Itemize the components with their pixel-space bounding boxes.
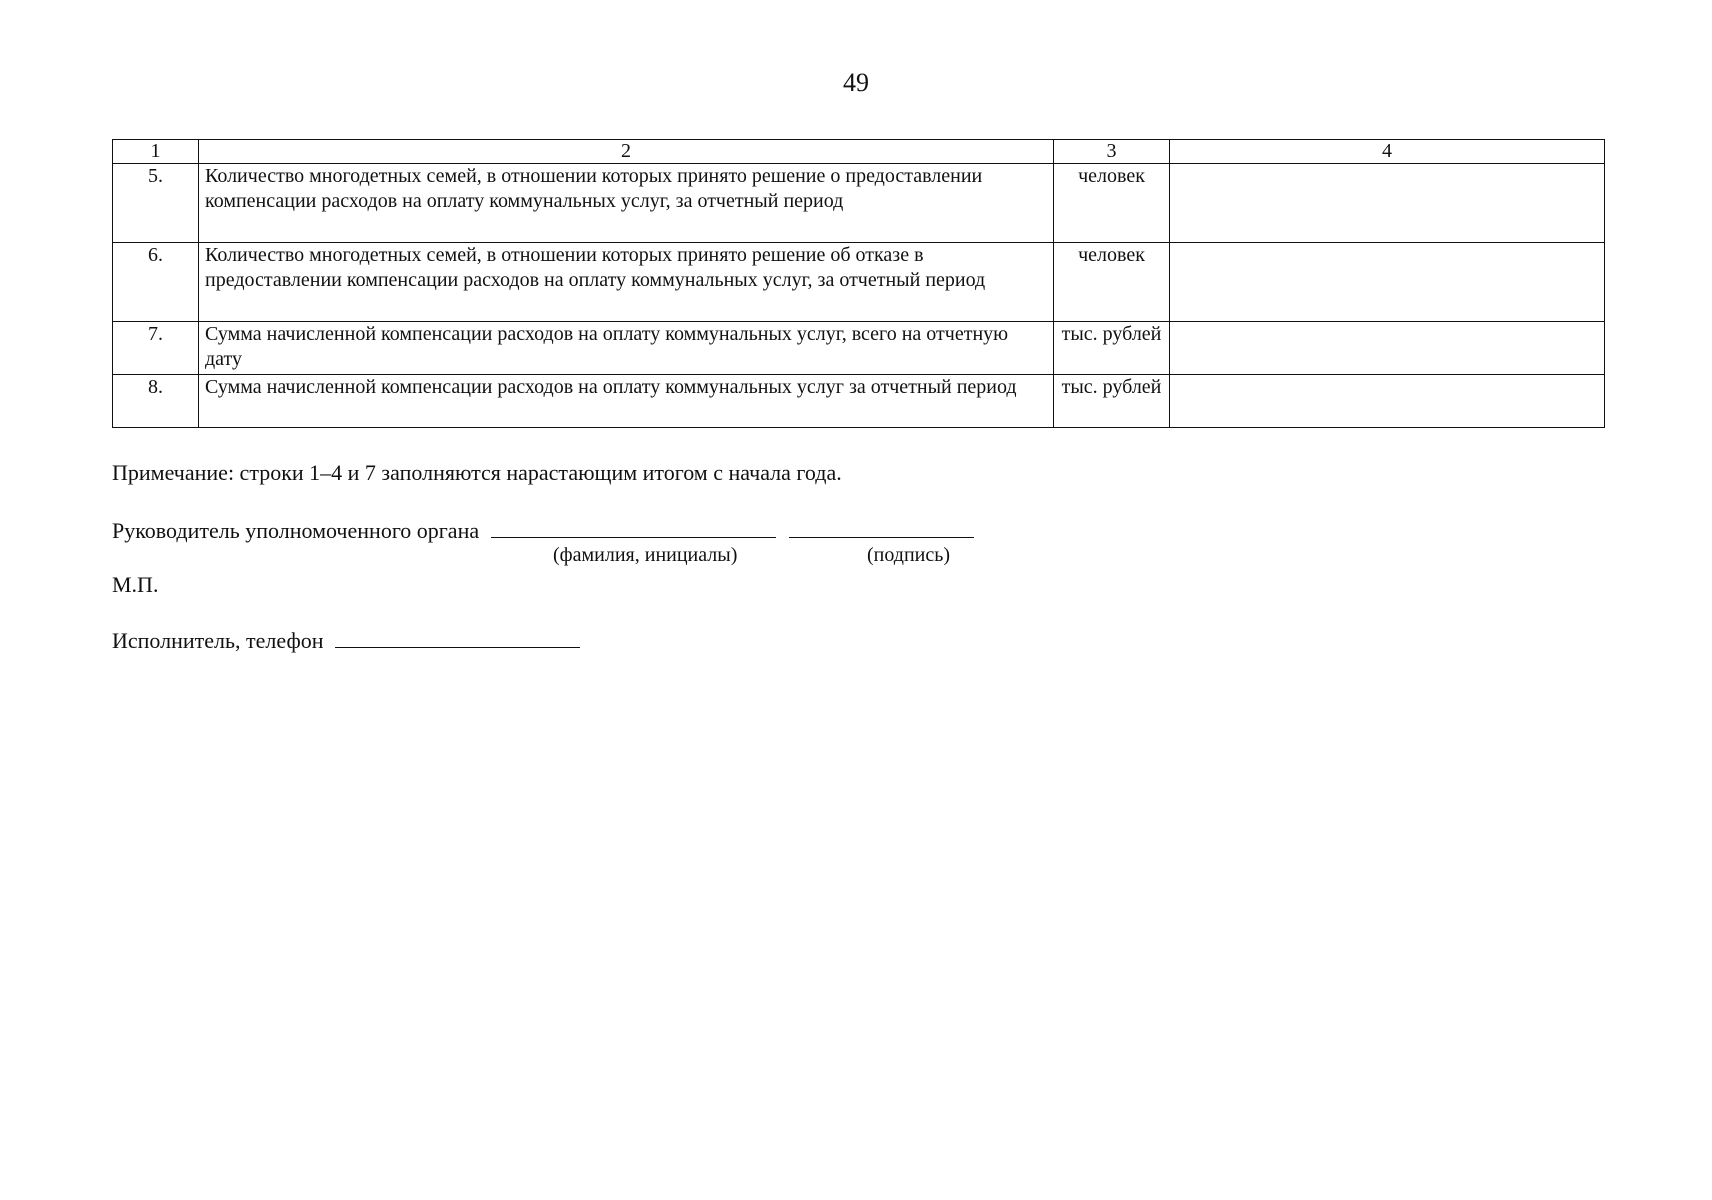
phone-blank-line[interactable]: [335, 627, 580, 648]
row-number: 7.: [113, 322, 199, 375]
row-value-cell[interactable]: [1170, 164, 1605, 243]
header-col-3: 3: [1054, 140, 1170, 164]
table-row: [113, 164, 1605, 243]
row-description: Количество многодетных семей, в отношении которых принято решение об отказе в предоставлении компенсации расходов на оплату коммунальных услуг, за отчетный период: [199, 243, 1054, 322]
table-row: [113, 322, 1605, 375]
row-value-cell[interactable]: [1170, 322, 1605, 375]
note-text: Примечание: строки 1–4 и 7 заполняются нарастающим итогом с начала года.: [112, 460, 842, 485]
header-col-1: 1: [113, 140, 199, 164]
row-unit: тыс. рублей: [1054, 322, 1170, 375]
signature-blank-line[interactable]: [789, 517, 974, 538]
row-number: 5.: [113, 164, 199, 243]
signer-line: [112, 517, 974, 544]
name-blank-line[interactable]: [491, 517, 776, 538]
header-col-4: 4: [1170, 140, 1605, 164]
name-caption: (фамилия, инициалы): [553, 544, 738, 566]
row-value-cell[interactable]: [1170, 375, 1605, 428]
row-description: Сумма начисленной компенсации расходов на оплату коммунальных услуг, всего на отчетную дату: [199, 322, 1054, 375]
row-description: Сумма начисленной компенсации расходов на оплату коммунальных услуг за отчетный период: [199, 375, 1054, 428]
row-number: 6.: [113, 243, 199, 322]
executor-line: [112, 627, 580, 654]
row-value-cell[interactable]: [1170, 243, 1605, 322]
signature-caption: (подпись): [867, 544, 951, 566]
table-row: [113, 243, 1605, 322]
executor-label: Исполнитель, телефон: [112, 628, 324, 653]
page-number: 49: [843, 68, 869, 97]
table-row: [113, 375, 1605, 428]
stamp-label: М.П.: [112, 572, 159, 597]
row-unit: человек: [1054, 164, 1170, 243]
row-number: 8.: [113, 375, 199, 428]
table-header-row: [113, 140, 1605, 164]
report-table: [112, 139, 1605, 428]
row-unit: тыс. рублей: [1054, 375, 1170, 428]
row-unit: человек: [1054, 243, 1170, 322]
signer-label: Руководитель уполномоченного органа: [112, 518, 480, 543]
header-col-2: 2: [199, 140, 1054, 164]
row-description: Количество многодетных семей, в отношении которых принято решение о предоставлении компенсации расходов на оплату коммунальных услуг, за отчетный период: [199, 164, 1054, 243]
